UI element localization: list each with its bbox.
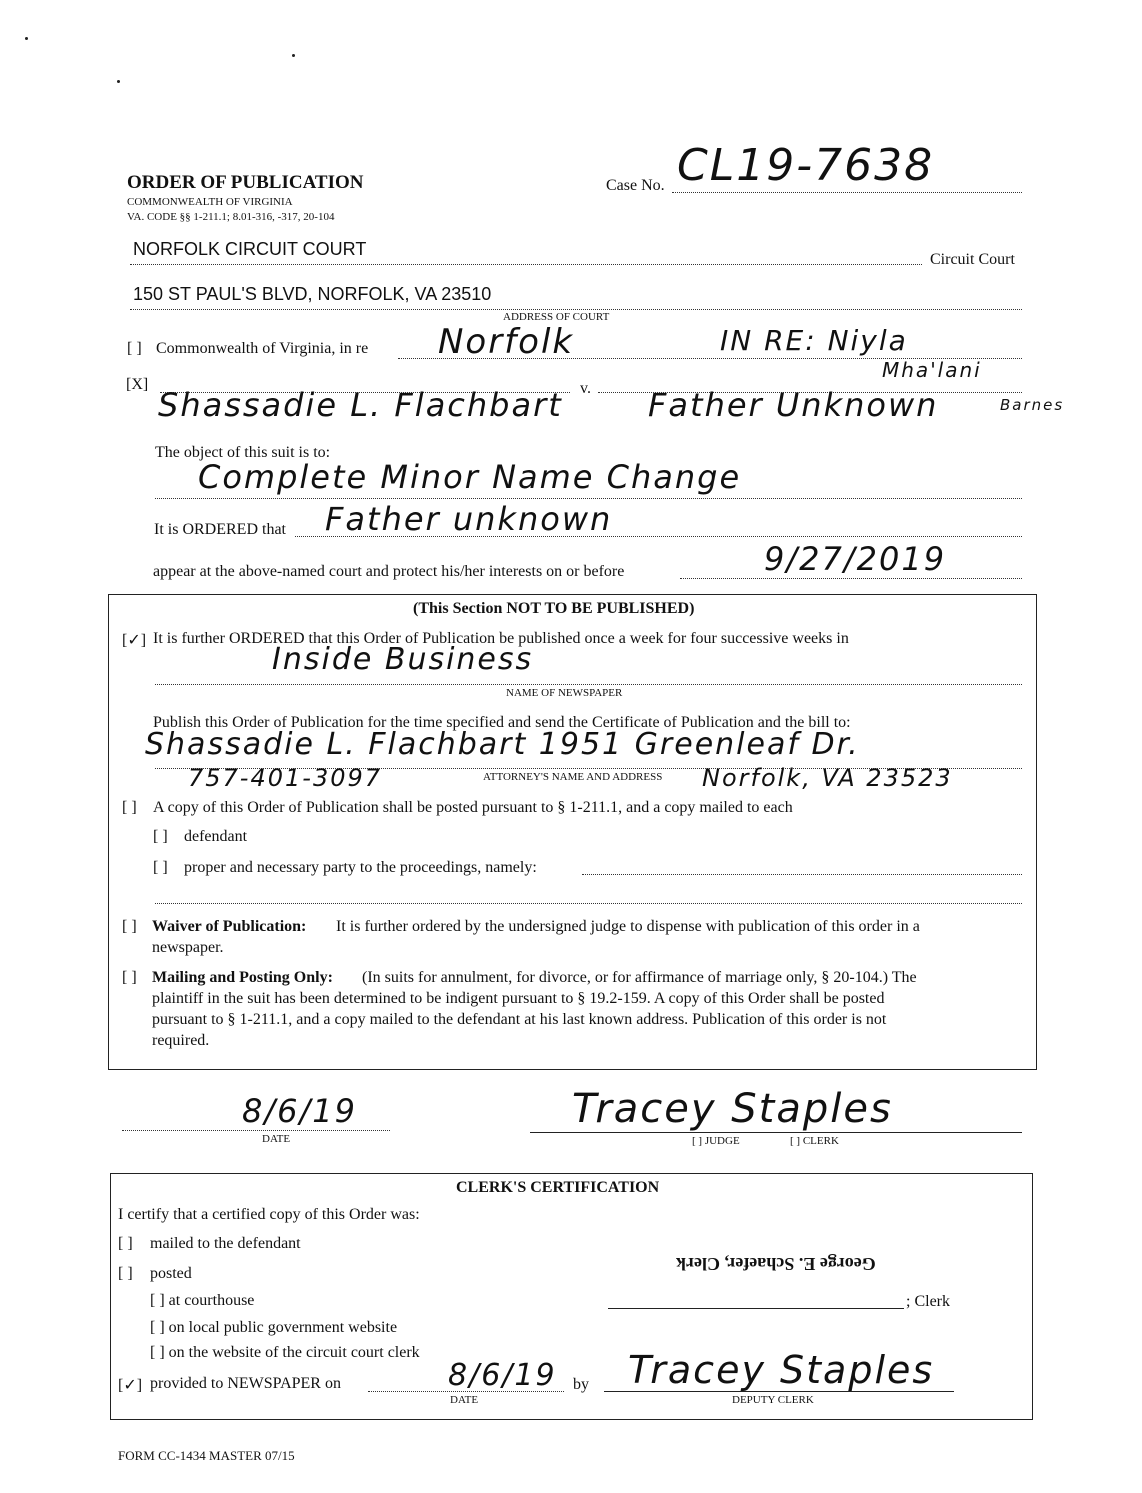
appear-line <box>680 578 1022 579</box>
object-line <box>155 498 1022 499</box>
attorney-line1: Shassadie L. Flachbart 1951 Greenleaf Dr. <box>145 727 860 762</box>
judge-signature: Tracey Staples <box>572 1086 893 1132</box>
signed-date-line <box>122 1130 390 1131</box>
case-line <box>672 192 1022 193</box>
publish-text: It is further ORDERED that this Order of Publication be published once a week for four successive weeks in <box>153 630 849 647</box>
unpublished-heading: (This Section NOT TO BE PUBLISHED) <box>413 600 695 617</box>
mailing-checkbox[interactable]: [ ] <box>122 969 137 986</box>
deputy-caption: DEPUTY CLERK <box>732 1394 814 1406</box>
mailed-checkbox[interactable]: [ ] <box>118 1235 133 1252</box>
party-line-2 <box>155 903 1022 904</box>
publish-checkbox[interactable]: [✓] <box>122 632 147 649</box>
posted-option: posted <box>150 1265 192 1282</box>
in-re-value: Norfolk <box>438 322 575 362</box>
waiver-text-2: newspaper. <box>152 939 224 956</box>
waiver-text: It is further ordered by the undersigned judge to dispense with publication of this order in a <box>336 918 920 935</box>
case-label: Case No. <box>606 177 665 194</box>
mailing-line-4: required. <box>152 1032 210 1049</box>
send-text: Publish this Order of Publication for the time specified and send the Certificate of Publication and the bill to: <box>153 714 851 731</box>
ordered-value: Father unknown <box>325 500 613 538</box>
mailing-line-3: pursuant to § 1-211.1, and a copy mailed to the defendant at his last known address. Publication of this order is not <box>152 1011 887 1028</box>
commonwealth-checkbox[interactable]: [ ] <box>127 340 142 357</box>
signature-line <box>530 1132 1022 1133</box>
child-surname: Barnes <box>1000 396 1065 414</box>
versus-label: v. <box>580 380 591 397</box>
newspaper-provided-label: provided to NEWSPAPER on <box>150 1375 341 1392</box>
scan-speck <box>292 54 295 57</box>
mailing-line-2: plaintiff in the suit has been determined to be indigent pursuant to § 19.2-159. A copy of this Order shall be posted <box>152 990 885 1007</box>
form-title: ORDER OF PUBLICATION <box>127 172 364 193</box>
posted-checkbox[interactable]: [ ] <box>118 1265 133 1282</box>
party-option: proper and necessary party to the proceedings, namely: <box>184 859 537 876</box>
in-re-child-middle: Mha'lani <box>882 358 982 382</box>
clerk-website-option[interactable]: [ ] on the website of the circuit court clerk <box>150 1344 420 1361</box>
mailing-line-1: (In suits for annulment, for divorce, or for affirmance of marriage only, § 20-104.) The <box>362 969 917 986</box>
court-address: 150 ST PAUL'S BLVD, NORFOLK, VA 23510 <box>133 284 492 304</box>
clerk-stamp: George E. Schaefer, Clerk <box>676 1254 876 1274</box>
attorney-phone: 757-401-3097 <box>188 764 383 792</box>
defendant-checkbox[interactable]: [ ] <box>153 828 168 845</box>
form-number: FORM CC-1434 MASTER 07/15 <box>118 1448 295 1463</box>
object-value: Complete Minor Name Change <box>198 458 742 496</box>
newspaper-date-caption: DATE <box>450 1394 479 1406</box>
courthouse-option[interactable]: [ ] at courthouse <box>150 1292 255 1309</box>
address-line <box>130 309 1022 310</box>
newspaper-line <box>155 684 1022 685</box>
case-number: CL19-7638 <box>677 140 935 191</box>
newspaper-provided-date: 8/6/19 <box>448 1358 557 1393</box>
signed-date: 8/6/19 <box>242 1092 357 1130</box>
newspaper-caption: NAME OF NEWSPAPER <box>506 687 623 699</box>
copy-text: A copy of this Order of Publication shall be posted pursuant to § 1-211.1, and a copy mailed to each <box>153 799 793 816</box>
court-name: NORFOLK CIRCUIT COURT <box>133 239 367 259</box>
newspaper-checkbox[interactable]: [✓] <box>118 1377 143 1394</box>
scan-speck <box>25 37 28 40</box>
in-re-child: IN RE: Niyla <box>720 324 908 357</box>
address-caption: ADDRESS OF COURT <box>503 311 610 323</box>
appear-date: 9/27/2019 <box>764 540 947 578</box>
clerk-cert-intro: I certify that a certified copy of this Order was: <box>118 1206 420 1223</box>
deputy-line <box>604 1391 954 1392</box>
judge-caption: [ ] JUDGE <box>692 1135 740 1147</box>
clerk-cert-heading: CLERK'S CERTIFICATION <box>456 1179 660 1196</box>
ordered-label: It is ORDERED that <box>154 521 286 538</box>
commonwealth-label: Commonwealth of Virginia, in re <box>156 340 369 357</box>
party-line <box>582 874 1022 875</box>
mailing-heading: Mailing and Posting Only: <box>152 969 333 986</box>
appear-label: appear at the above-named court and protect his/her interests on or before <box>153 563 625 580</box>
plaintiff-name: Shassadie L. Flachbart <box>158 386 563 424</box>
va-code: VA. CODE §§ 1-211.1; 8.01-316, -317, 20-104 <box>127 211 335 223</box>
object-label: The object of this suit is to: <box>155 444 331 461</box>
attorney-caption: ATTORNEY'S NAME AND ADDRESS <box>483 771 663 783</box>
waiver-heading: Waiver of Publication: <box>152 918 307 935</box>
court-line <box>130 264 922 265</box>
by-label: by <box>573 1376 589 1393</box>
form-subtitle: COMMONWEALTH OF VIRGINIA <box>127 196 293 208</box>
copy-checkbox[interactable]: [ ] <box>122 799 137 816</box>
clerk-name-line <box>608 1308 904 1309</box>
gov-website-option[interactable]: [ ] on local public government website <box>150 1319 398 1336</box>
party-checkbox[interactable]: [ ] <box>153 859 168 876</box>
clerk-suffix: ; Clerk <box>906 1293 950 1310</box>
defendant-option: defendant <box>184 828 248 845</box>
deputy-signature: Tracey Staples <box>628 1348 935 1392</box>
waiver-checkbox[interactable]: [ ] <box>122 918 137 935</box>
newspaper-name: Inside Business <box>272 642 534 677</box>
versus-checkbox[interactable]: [X] <box>126 376 149 393</box>
circuit-court-suffix: Circuit Court <box>930 251 1015 268</box>
clerk-caption: [ ] CLERK <box>790 1135 839 1147</box>
signed-date-caption: DATE <box>262 1133 291 1145</box>
defendant-name: Father Unknown <box>648 386 939 424</box>
attorney-city: Norfolk, VA 23523 <box>702 764 953 792</box>
mailed-option: mailed to the defendant <box>150 1235 301 1252</box>
scan-speck <box>117 80 120 83</box>
